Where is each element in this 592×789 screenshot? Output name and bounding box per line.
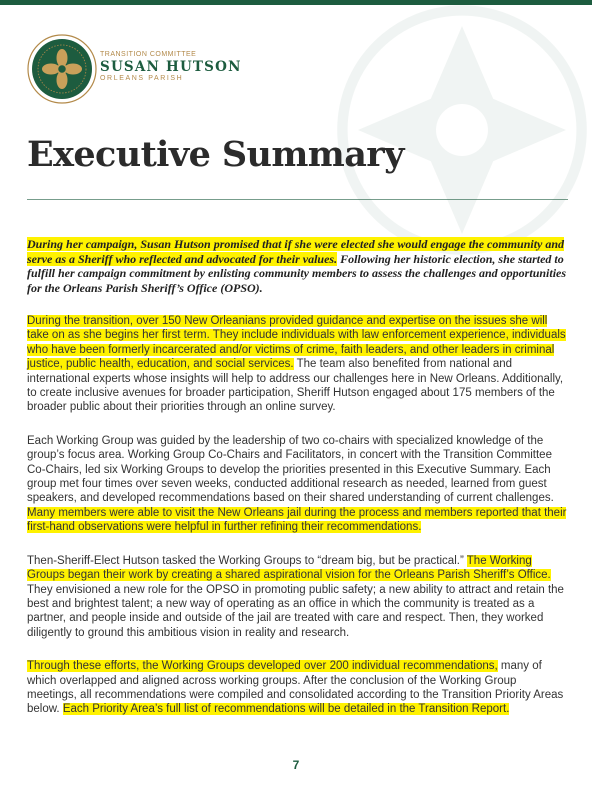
recommendations-highlight: Through these efforts, the Working Groups developed over 200 individual recommendations, [27,660,498,673]
committee-label: TRANSITION COMMITTEE [100,51,197,58]
recommendations-text: many of which overlapped and aligned across working groups. After the conclusion of the Working Group meetings, all recommendations were compiled and consolidated according to the Transition Priority Areas below. [27,660,564,716]
parish-label: ORLEANS PARISH [100,75,184,82]
transition-text: The team also benefited from national and international experts whose insights will help to address our challenges here in New Orleans. Additionally, to create inclusive avenues for broader participation, Sheriff Hutson engaged about 175 members of the broader public about their priorities through an online survey. [27,358,564,414]
working-groups-highlight: Many members were able to visit the New Orleans jail during the process and members reported that their first-hand observations were helpful in further refining their recommendations. [27,506,567,534]
priority-area-highlight: Each Priority Area’s full list of recommendations will be detailed in the Transition Report. [62,703,510,716]
lead-paragraph [27,237,569,295]
lead-highlight: During her campaign, Susan Hutson promised that if she were elected she would engage the community and serve as a Sheriff who reflected and advocated for their values. [27,237,565,266]
paragraph-working-groups [27,434,569,535]
vision-highlight: The Working Groups began their work by creating a shared aspirational vision for the Orleans Parish Sheriff’s Office. [27,554,551,582]
working-groups-text: Each Working Group was guided by the leadership of two co-chairs with specialized knowledge of the group’s focus area. Working Group Co-Chairs and Facilitators, in concert with the Transition Committee Co-Chairs, led six Working Groups to develop the priorities presented in this Executive Summary. Each group met four times over seven weeks, conducted additional research as needed, learned from guest speakers, and developed recommendations based on their shared understanding of current challenges. [27,434,554,505]
lead-text: Following her historic election, she started to fulfill her campaign commitment by enlisting community members to assess the challenges and opportunities for the Orleans Parish Sheriff’s Office (OPSO). [27,251,567,295]
committee-name: SUSAN HUTSON [100,59,242,75]
paragraph-transition [27,314,569,415]
paragraph-vision [27,554,569,640]
paragraph-recommendations [27,659,569,717]
vision-text-start: Then-Sheriff-Elect Hutson tasked the Working Groups to “dream big, but be practical.” [27,554,467,567]
title-divider [27,199,568,200]
summary-body [27,237,569,717]
transition-highlight: During the transition, over 150 New Orleanians provided guidance and expertise on the issues she will take on as she begins her first term. They include individuals with law enforcement experience, individuals who have been formerly incarcerated and/or victims of crime, faith leaders, and other leaders in criminal justice, public health, education, and social services. [27,315,566,371]
page-title: Executive Summary [27,134,404,175]
page-number: 7 [292,758,300,772]
committee-brand [100,51,242,83]
vision-text-end: They envisioned a new role for the OPSO in promoting public safety; a new ability to attract and retain the best and brightest talent; a new way of operating as an office in which the community is treated as a partner, and people inside and outside of the jail are treated with care and respect. Then, they worked diligently to ground this ambitious vision in reality and research. [27,583,564,639]
seal-logo-icon [27,34,97,104]
seal-watermark-icon [332,0,592,260]
